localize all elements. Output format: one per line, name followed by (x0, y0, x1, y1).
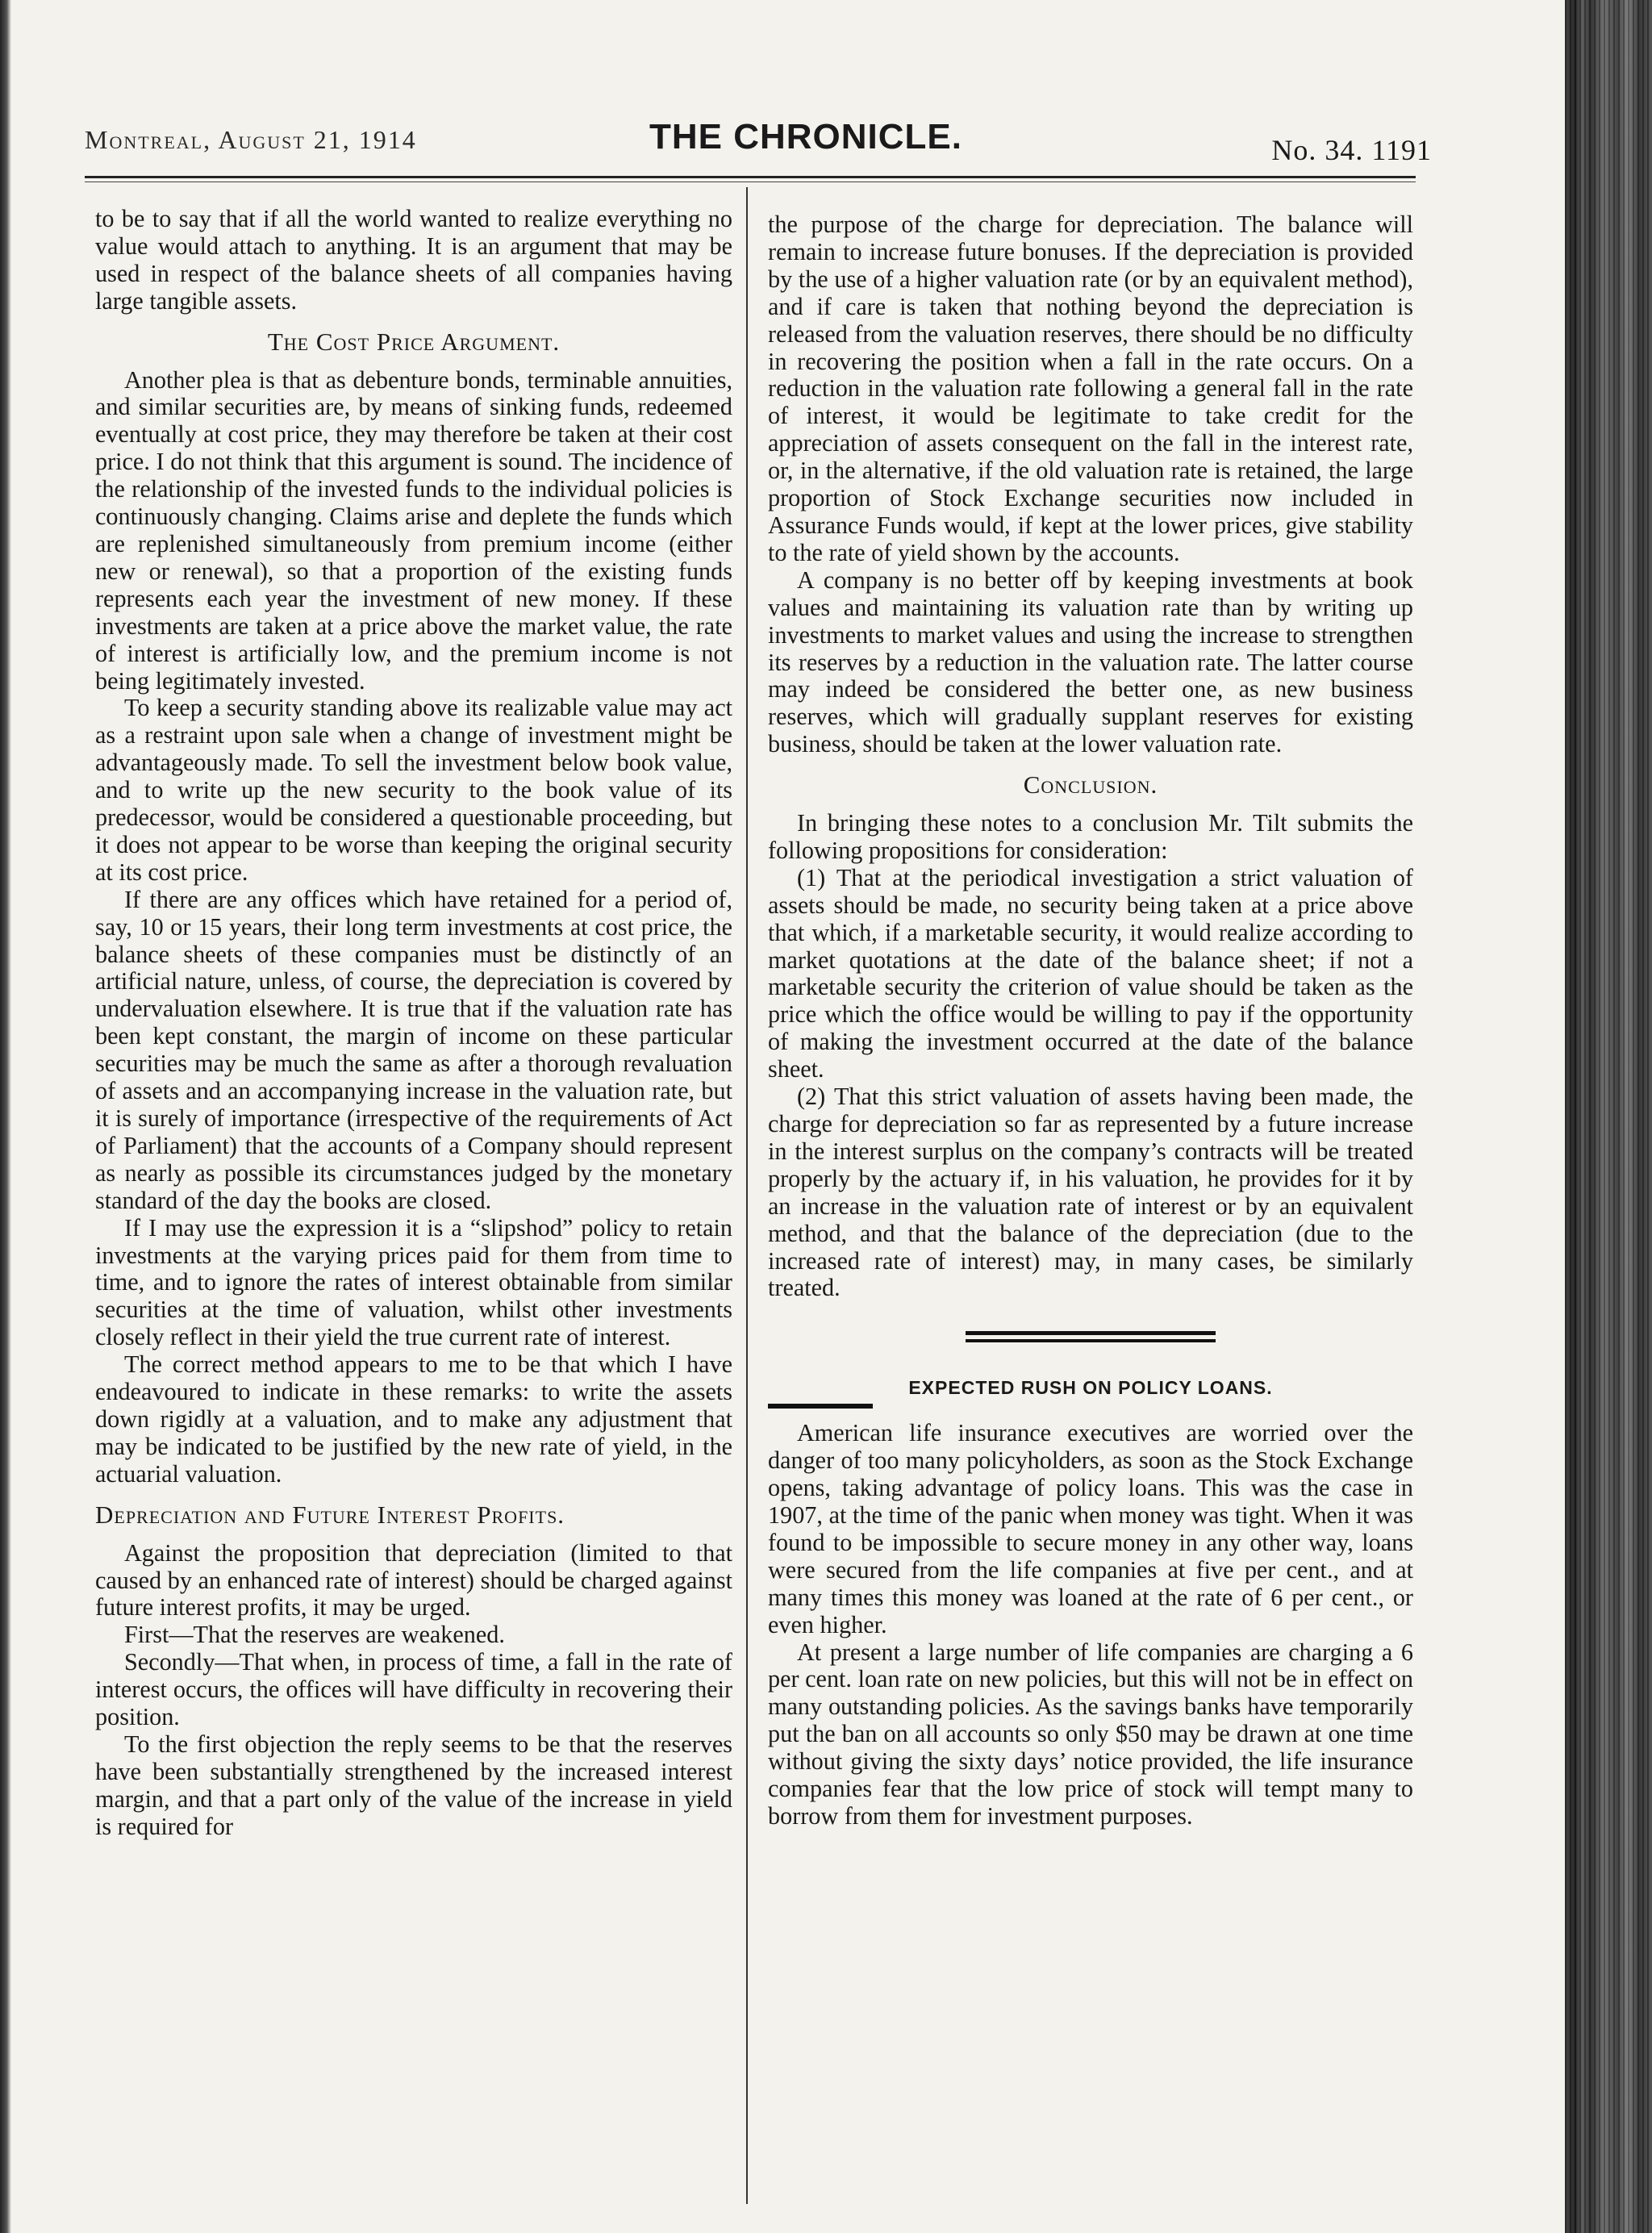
paragraph: Against the proposition that depreciation (limited to that caused by an enhanced rate of interest) should be charged against future interest profits, it may be urged. (95, 1538, 732, 1622)
header-rule (85, 176, 1416, 178)
section-heading-conclusion: Conclusion. (1023, 770, 1158, 799)
paragraph: (1) That at the periodical investigation a strict valuation of assets should be made, no security being taken at a price above that which, if a marketable security, it would realize according to market quotations at the date of the balance sheet; if not a marketable security the criterion of value should be taken as the price which the office would be willing to pay if the opportunity of making the investment occurred at the date of the balance sheet. (768, 863, 1413, 1083)
issue-and-page-number: No. 34. 1191 (1271, 134, 1432, 166)
section-heading-cost-price: The Cost Price Argument. (267, 327, 561, 356)
paragraph: The correct method appears to me to be that which I have endeavoured to indicate in these remarks: to write the assets down rigidly at a valuation, and to make any adjustment that may be indicated to be justified by the new rate of yield, in the actuarial valuation. (95, 1350, 732, 1488)
paragraph: First—That the reserves are weakened. (124, 1621, 505, 1649)
paragraph: If I may use the expression it is a “slipshod” policy to retain investments at the varying prices paid for them from time to time, and to ignore the rates of interest obtainable from similar securities at the time of valuation, whilst other investments closely reflect in their yield the true current rate of interest. (95, 1213, 732, 1351)
paragraph: (2) That this strict valuation of assets having been made, the charge for depreciation so far as represented by a future increase in the interest surplus on the company’s contracts will be treated properly by the actuary if, in his valuation, he provides for it by an increase in the valuation rate of interest or by an equivalent method, and that the balance of the depreciation (due to the increased rate of interest) may, in many cases, be similarly treated. (768, 1083, 1413, 1302)
left-column (95, 206, 732, 1841)
running-head (85, 117, 1432, 173)
publication-title: THE CHRONICLE. (649, 117, 962, 157)
right-column (768, 211, 1413, 1830)
section-heading-depreciation: Depreciation and Future Interest Profits. (95, 1500, 565, 1529)
paragraph: to be to say that if all the world wanted to realize everything no value would attach to anything. It is an argument that may be used in respect of the balance sheets of all companies having large tangible assets. (95, 205, 732, 315)
headline-underline (768, 1404, 873, 1409)
running-head-dateline: Montreal, August 21, 1914 (85, 125, 417, 154)
paragraph: To keep a security standing above its realizable value may act as a restraint upon sale when a change of investment might be advantageously made. To sell the investment below book value, and to write up the new security to the book value of its predecessor, would be considered a questionable proceeding, but it does not appear to be worse than keeping the original security at its cost price. (95, 694, 732, 886)
paragraph: the purpose of the charge for depreciation. The balance will remain to increase future bonuses. If the depreciation is provided by the use of a higher valuation rate (or by an equivalent method), and if care is taken that nothing beyond the depreciation is released from the valuation reserves, there should be no difficulty in recovering the position when a fall in the rate occurs. On a reduction in the valuation rate following a general fall in the rate of interest, it would be legitimate to take credit for the appreciation of assets consequent on the fall in the interest rate, or, in the alternative, if the old valuation rate is retained, the large proportion of Stock Exchange securities now included in Assurance Funds would, if kept at the lower prices, give stability to the rate of yield shown by the accounts. (768, 211, 1413, 566)
article-separator (966, 1331, 1216, 1346)
paragraph: Secondly—That when, in process of time, a fall in the rate of interest occurs, the offices will have difficulty in recovering their position. (95, 1648, 732, 1731)
paragraph: At present a large number of life companies are charging a 6 per cent. loan rate on new policies, but this will not be in effect on many outstanding policies. As the savings banks have temporarily put the ban on all accounts so only $50 may be drawn at one time without giving the sixty days’ notice provided, the life insurance companies fear that the low price of stock will tempt many to borrow from them for investment purposes. (768, 1638, 1413, 1830)
paragraph: To the first objection the reply seems to be that the reserves have been substantially strengthened by the increased interest margin, and that a part only of the value of the increase in yield is required for (95, 1730, 732, 1840)
page-edge-shadow (0, 0, 11, 2233)
paragraph: A company is no better off by keeping investments at book values and maintaining its valuation rate than by writing up investments to market values and using the increase to strengthen its reserves by a reduction in the valuation rate. The latter course may indeed be considered the better one, as new business reserves, which will gradually supplant reserves for existing business, should be taken at the lower valuation rate. (768, 566, 1413, 758)
article-headline: EXPECTED RUSH ON POLICY LOANS. (908, 1377, 1273, 1399)
paragraph: In bringing these notes to a conclusion Mr. Tilt submits the following propositions for consideration: (768, 809, 1413, 864)
book-binding (1565, 0, 1652, 2233)
paragraph: Another plea is that as debenture bonds, terminable annuities, and similar securities are, by means of sinking funds, redeemed eventually at cost price, they may therefore be taken at their cost price. I do not think that this argument is sound. The incidence of the relationship of the invested funds to the individual policies is continuously changing. Claims arise and deplete the funds which are replenished simultaneously from premium income (either new or renewal), so that a proportion of the existing funds represents each year the investment of new money. If these investments are taken at a price above the market value, the rate of interest is artificially low, and the premium income is not being legitimately invested. (95, 365, 732, 695)
paragraph: American life insurance executives are worried over the danger of too many policyholders, as soon as the Stock Exchange opens, taking advantage of policy loans. This was the case in 1907, at the time of the panic when money was tight. When it was found to be impossible to secure money in any other way, loans were secured from the life companies at five per cent., and at many times this money was loaned at the rate of 6 per cent., or even higher. (768, 1419, 1413, 1638)
column-divider (746, 187, 748, 2204)
paragraph: If there are any offices which have retained for a period of, say, 10 or 15 years, their long term investments at cost price, the balance sheets of these companies must be distinctly of an artificial nature, unless, of course, the depreciation is covered by undervaluation elsewhere. It is true that if the valuation rate has been kept constant, the margin of income on these particular securities may be much the same as after a thorough revaluation of assets and an accompanying increase in the valuation rate, but it is surely of importance (irrespective of the requirements of Act of Parliament) that the accounts of a Company should represent as nearly as possible its circumstances judged by the monetary standard of the day the books are closed. (95, 885, 732, 1214)
